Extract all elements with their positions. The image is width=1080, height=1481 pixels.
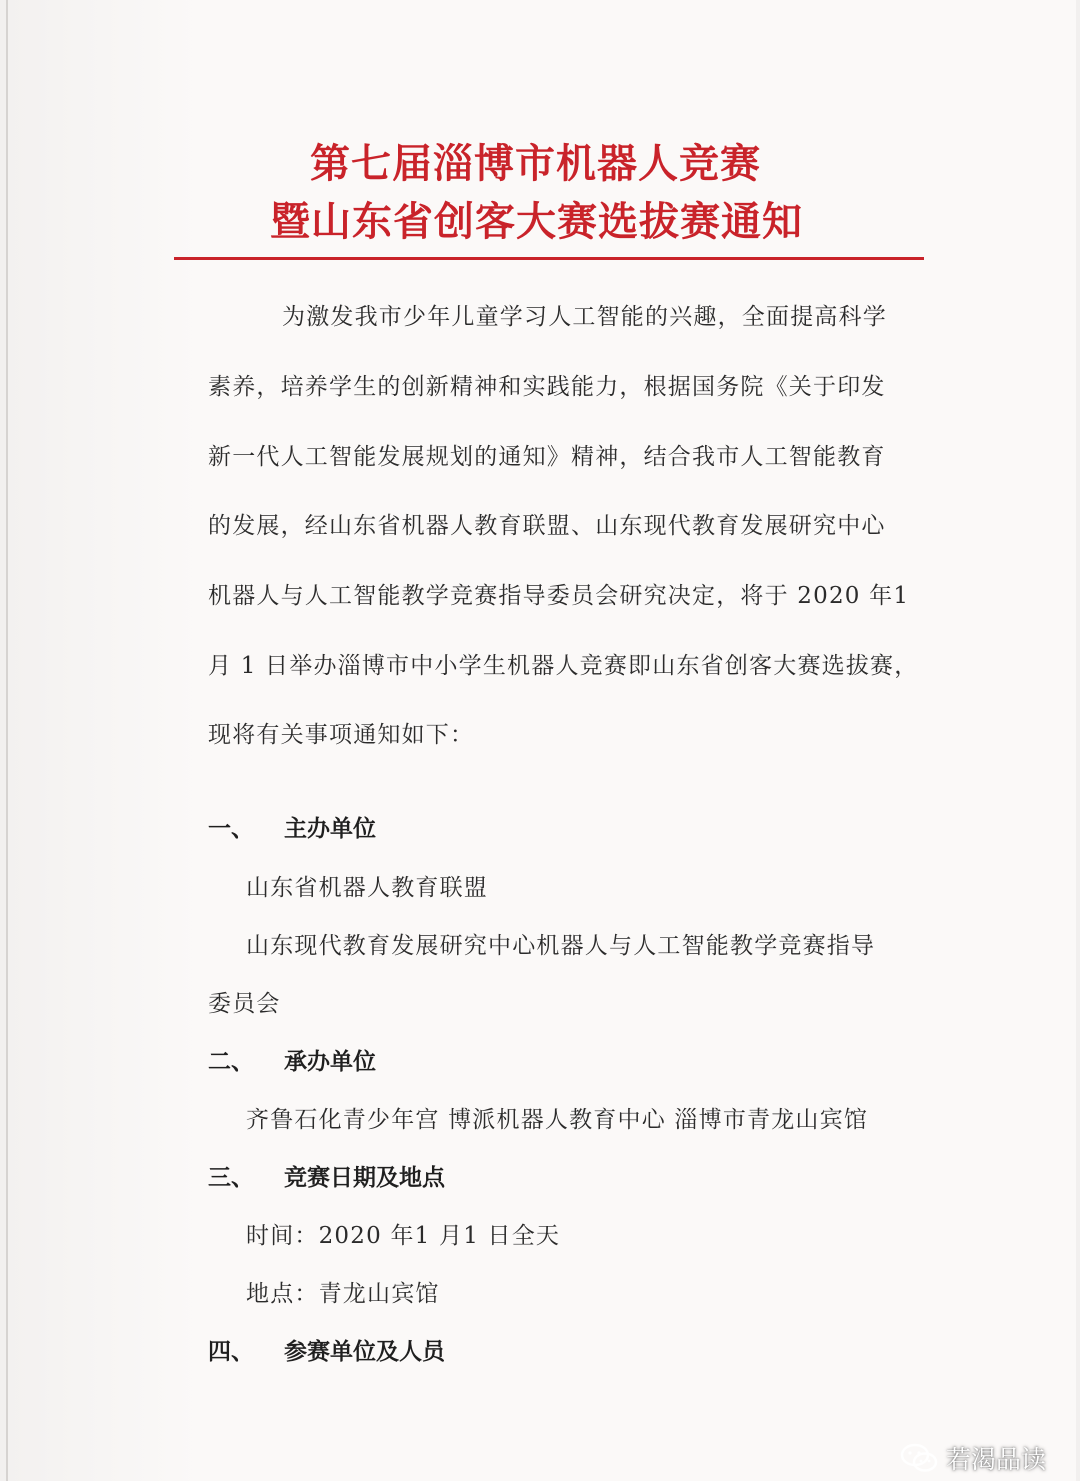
- section-1-line: 山东省机器人教育联盟: [246, 875, 488, 901]
- section-1-line: 山东现代教育发展研究中心机器人与人工智能教学竞赛指导: [246, 933, 876, 959]
- section-number: 四、: [208, 1338, 254, 1365]
- section-heading-3: [208, 1159, 445, 1192]
- section-1-line: 委员会: [208, 991, 281, 1017]
- intro-line: 现将有关事项通知如下：: [208, 722, 475, 748]
- section-heading-2: [208, 1043, 376, 1076]
- section-number: 三、: [208, 1164, 254, 1191]
- intro-line: 新一代人工智能发展规划的通知》精神，结合我市人工智能教育: [208, 444, 886, 470]
- intro-line: 的发展，经山东省机器人教育联盟、山东现代教育发展研究中心: [208, 513, 886, 539]
- section-title: 主办单位: [284, 815, 376, 842]
- document-page: [6, 0, 1076, 1481]
- section-3-line: 地点：青龙山宾馆: [246, 1281, 440, 1307]
- section-number: 二、: [208, 1048, 254, 1075]
- section-heading-1: [208, 810, 376, 843]
- title-divider: [174, 257, 924, 260]
- wechat-icon: [900, 1443, 938, 1473]
- intro-line: 为激发我市少年儿童学习人工智能的兴趣，全面提高科学: [282, 304, 887, 330]
- page-shading: [8, 0, 198, 1481]
- section-title: 竞赛日期及地点: [284, 1164, 445, 1191]
- watermark: [900, 1440, 1046, 1476]
- watermark-text: 若渴品读: [945, 1445, 1046, 1474]
- section-2-line: 齐鲁石化青少年宫 博派机器人教育中心 淄博市青龙山宾馆: [246, 1107, 869, 1133]
- section-number: 一、: [208, 815, 254, 842]
- intro-line: 月 1 日举办淄博市中小学生机器人竞赛即山东省创客大赛选拔赛，: [208, 653, 919, 679]
- section-3-line: 时间：2020 年1 月1 日全天: [246, 1223, 561, 1249]
- title-line-2: 暨山东省创客大赛选拔赛通知: [270, 199, 803, 245]
- section-title: 参赛单位及人员: [284, 1338, 445, 1365]
- intro-line: 机器人与人工智能教学竞赛指导委员会研究决定，将于 2020 年1: [208, 583, 910, 609]
- section-title: 承办单位: [284, 1048, 376, 1075]
- title-line-1: 第七届淄博市机器人竞赛: [310, 141, 761, 187]
- intro-line: 素养，培养学生的创新精神和实践能力，根据国务院《关于印发: [208, 374, 886, 400]
- section-heading-4: [208, 1333, 445, 1366]
